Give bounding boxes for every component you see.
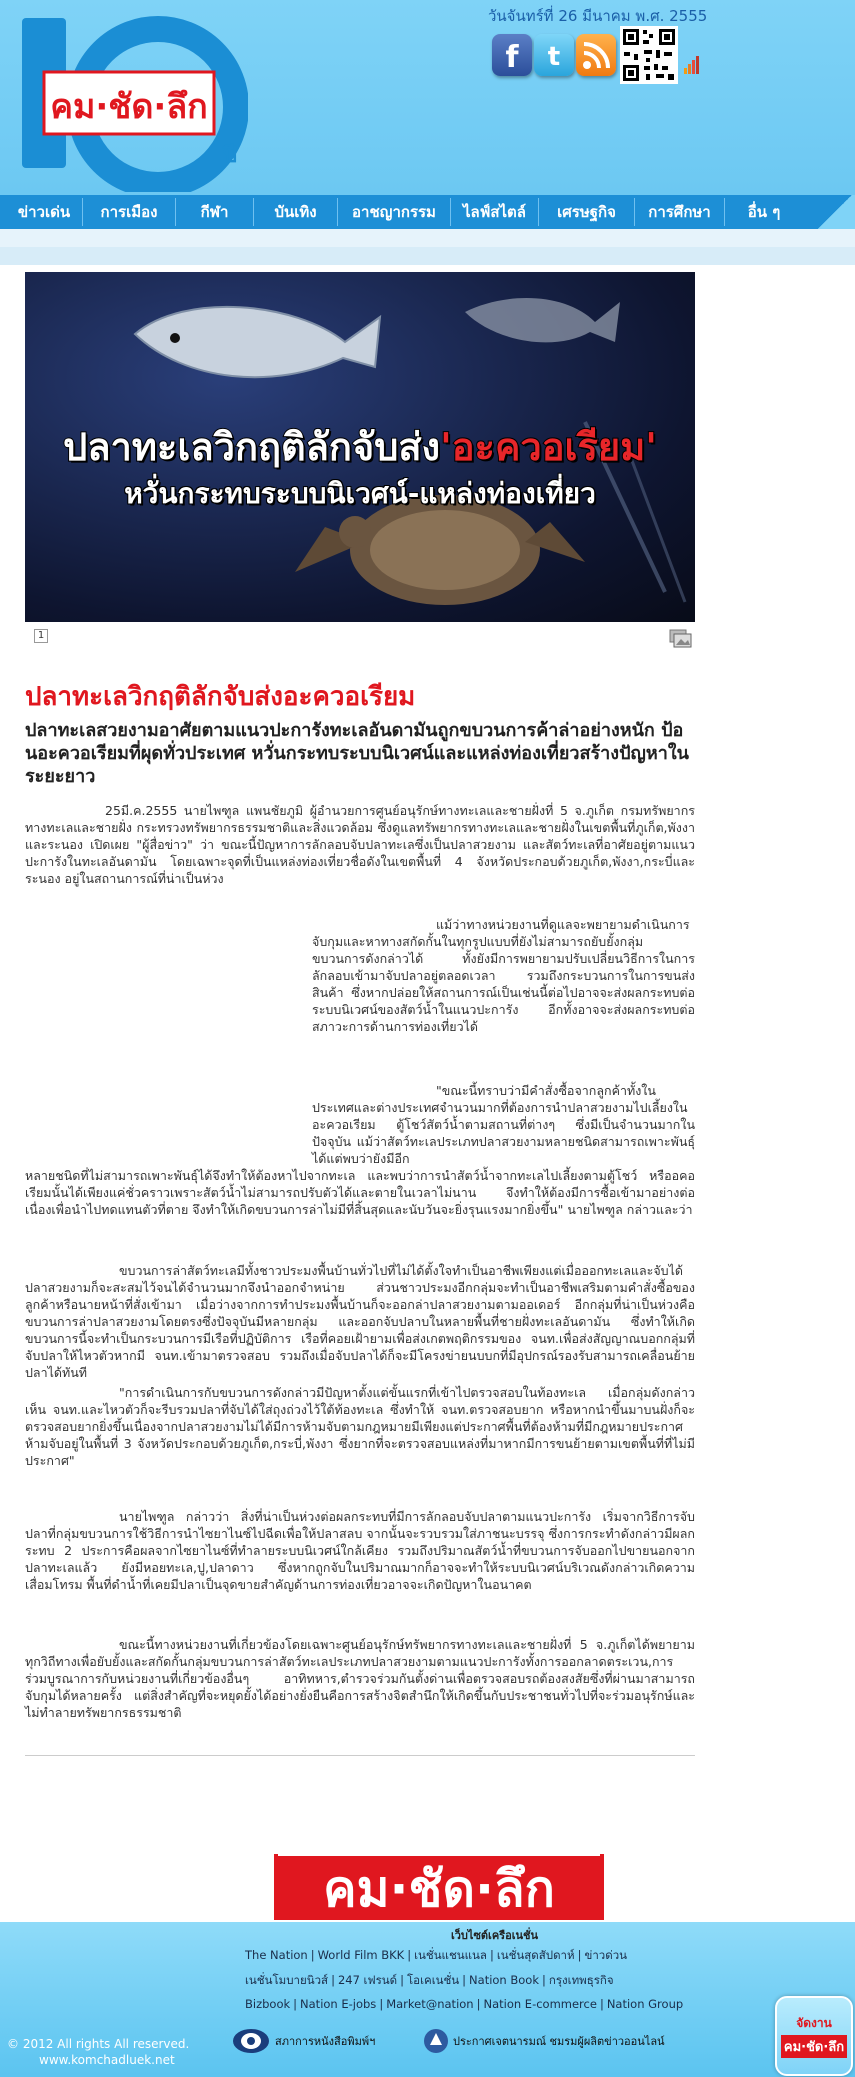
- article-paragraph: [25, 802, 695, 887]
- nav-item-crime[interactable]: อาชญากรรม: [338, 198, 451, 226]
- online-news-club-link[interactable]: [423, 2026, 665, 2056]
- footer-links-row: Bizbook | Nation E-jobs | Market@nation | Nation E-commerce | Nation Group: [245, 1997, 684, 2011]
- anniversary-logo[interactable]: [18, 12, 248, 192]
- hero-image[interactable]: [25, 272, 695, 622]
- nav-item-sports[interactable]: กีฬา: [176, 198, 254, 226]
- rss-icon[interactable]: [576, 34, 616, 76]
- footer-link[interactable]: The Nation: [245, 1948, 308, 1962]
- footer-link[interactable]: โอเคเนชั่น: [407, 1973, 460, 1987]
- paragraph-text: แม้ว่าทางหน่วยงานที่ดูแลจะพยายามดำเนินการจับกุมและหาทางสกัดกั้นในทุกรูปแบบที่ยังไม่สามารถยับยั้งกลุ่มขบวนการดังกล่าวได้ ทั้งยังมีการพยายามปรับเปลี่ยนวิธีการในการลักลอบเข้ามาจับปลาอยู่ตลอดเวลา รวมถึงกระบวนการในการขนส่งสินค้า ซึ่งหากปล่อยให้สถานการณ์เป็นเช่นนี้ต่อไปอาจจะส่งผลกระทบต่อระบบนิเวศน์ของสัตว์น้ำในแนวปะการัง อีกทั้งอาจจะส่งผลกระทบต่อสภาวะการด้านการท่องเที่ยวได้: [312, 917, 695, 1034]
- footer-logo-text: คม·ชัด·ลึก: [323, 1860, 555, 1918]
- partner-label: สภาการหนังสือพิมพ์ฯ: [275, 2035, 376, 2048]
- nav-item-economy[interactable]: เศรษฐกิจ: [539, 198, 635, 226]
- nav-item-lifestyle[interactable]: ไลฟ์สไตล์: [451, 198, 539, 226]
- copyright: [7, 2036, 189, 2068]
- paragraph-text: "ขณะนี้ทราบว่ามีคำสั่งซื้อจากลูกค้าทั้งในประเทศและต่างประเทศจำนวนมากที่ต้องการนำปลาสวยงามไปเลี้ยงในอะควอเรียม ตู้โชว์สัตว์น้ำตามสถานที่ต่างๆ ซึ่งมีเป็นจำนวนมากในปัจจุบัน แม้ว่าสัตว์ทะเลประเภทปลาสวยงามหลายชนิดสามารถเพาะพันธุ์ได้แต่พบว่ายังมีอีก: [312, 1083, 695, 1166]
- logo-wordmark: คม·ชัด·ลึก: [50, 87, 208, 127]
- article-paragraph: [25, 1262, 695, 1381]
- footer-link[interactable]: ข่าวด่วน: [584, 1948, 628, 1962]
- slide-number-button[interactable]: 1: [34, 629, 48, 643]
- nav-decoration: [815, 195, 855, 229]
- nav-item-politics[interactable]: การเมือง: [83, 198, 176, 226]
- facebook-icon[interactable]: [492, 34, 532, 76]
- sub-bar-strip: [0, 247, 855, 265]
- footer-link[interactable]: World Film BKK: [317, 1948, 405, 1962]
- footer-link[interactable]: Nation Book: [469, 1973, 540, 1987]
- site-url[interactable]: www.komchadluek.net: [39, 2053, 175, 2067]
- press-council-link[interactable]: [231, 2026, 375, 2056]
- article-paragraph: [312, 1082, 695, 1167]
- article-headline: ปลาทะเลวิกฤติลักจับส่งอะควอเรียม: [25, 682, 416, 712]
- hero-headline-main: ปลาทะเลวิกฤติลักจับส่ง: [63, 425, 441, 469]
- footer-link[interactable]: กรุงเทพธุรกิจ: [548, 1973, 614, 1987]
- footer-link[interactable]: 247 เฟรนด์: [337, 1973, 398, 1987]
- hero-subheadline: หวั่นกระทบระบบนิเวศน์-แหล่งท่องเที่ยว: [124, 477, 596, 510]
- paragraph-text: นายไพฑูล กล่าวว่า สิ่งที่น่าเป็นห่วงต่อผลกระทบที่มีการลักลอบจับปลาตามแนวปะการัง เริ่มจากวิธีการจับปลาที่กลุ่มขบวนการใช้วิธีการนำไซยาไนซ์ไปฉีดเพื่อให้ปลาสลบ จากนั้นจะรวบรวมใส่ภาชนะบรรจุ ซึ่งการกระทำดังกล่าวมีผลกระทบ 2 ประการคือผลจากไซยาไนซ์ที่ทำลายระบบนิเวศน์ใกล้เคียง รวมถึงปริมาณสัตว์น้ำที่ขบวนการจับออกไปขายนอกจากปลาทะเลแล้ว ยังมีหอยทะเล,ปู,ปลาดาว ซึ่งหากถูกจับในปริมาณมากก็อาจจะทำให้ระบบนิเวศน์บริเวณดังกล่าวเกิดความเสื่อมโทรม พื้นที่ดำน้ำที่เคยมีปลาเป็นจุดขายสำคัญด้านการท่องเที่ยวอาจจะเกิดปัญหาในอนาคต: [25, 1509, 695, 1592]
- footer-logo[interactable]: [274, 1848, 604, 1920]
- partner-label: ประกาศเจตนารมณ์ ชมรมผู้ผลิตข่าวออนไลน์: [453, 2035, 665, 2048]
- online-news-club-icon: [423, 2027, 449, 2055]
- event-badge[interactable]: [775, 1996, 853, 2076]
- footer-link[interactable]: เนชั่นโมบายนิวส์: [245, 1973, 329, 1987]
- copyright-text: © 2012 All rights All reserved.: [7, 2037, 190, 2051]
- paragraph-text: ขบวนการล่าสัตว์ทะเลมีทั้งชาวประมงพื้นบ้านทั่วไปที่ไม่ได้ตั้งใจทำเป็นอาชีพเพียงแต่เมื่อออกทะเลและจับได้ปลาสวยงามก็จะสะสมไว้จนได้จำนวนมากจึงนำออกจำหน่าย ส่วนชาวประมงอีกกลุ่มจะทำเป็นอาชีพเสริมตามคำสั่งซื้อของลูกค้าหรือนายหน้าที่สั่งเข้ามา เมื่อว่างจากการทำประมงพื้นบ้านก็จะออกล่าปลาสวยงามตามออเดอร์ อีกกลุ่มที่น่าเป็นห่วงคือขบวนการล่าปลาสวยงามโดยตรงซึ่งปัจจุบันมีหลายกลุ่ม และออกจับปลาบในหลายพื้นที่ชายฝั่งทะเลอันดามัน ซึ่งทำให้เกิดขบวนการนี้จะทำเป็นกระบวนการมีเรือที่ปฏิบัติการ เรือที่คอยเฝ้ายามเพื่อส่งเกตพฤติกรรมของ จนท.เพื่อส่งสัญญาณบอกกลุ่มที่จับปลาให้ไหวตัวหากมี จนท.เข้ามาตรวจสอบ รวมถึงเมื่อจับปลาได้ก็จะมีโครงข่ายนบบกที่มีอุปกรณ์รองรับสามารถเคลื่อนย้ายปลาได้ทันที: [25, 1263, 695, 1380]
- article-paragraph: [25, 1384, 695, 1469]
- badge-label: จัดงาน: [796, 2016, 832, 2030]
- svg-text:f: f: [505, 40, 519, 75]
- main-nav: [0, 195, 855, 229]
- article-paragraph: [25, 1508, 695, 1593]
- article-divider: [25, 1755, 695, 1756]
- hero-headline: [35, 416, 685, 477]
- footer-link[interactable]: เนชั่นแชนแนล: [414, 1948, 487, 1962]
- article-paragraph: [25, 1167, 695, 1218]
- press-council-icon: [231, 2027, 271, 2055]
- signal-bars-icon: [684, 54, 700, 74]
- footer-links-row: The Nation | World Film BKK | เนชั่นแชนแนล | เนชั่นสุดสัปดาห์ | ข่าวด่วน: [245, 1948, 628, 1962]
- qr-code-icon: [620, 26, 678, 84]
- footer-links-row: เนชั่นโมบายนิวส์ | 247 เฟรนด์ | โอเคเนชั่น | Nation Book | กรุงเทพธุรกิจ: [245, 1973, 614, 1987]
- current-date: วันจันทร์ที่ 26 มีนาคม พ.ศ. 2555: [488, 7, 708, 25]
- footer-link[interactable]: Nation E-jobs: [300, 1997, 377, 2011]
- paragraph-text: 25มี.ค.2555 นายไพฑูล แพนชัยภูมิ ผู้อำนวยการศูนย์อนุรักษ์ทางทะเลและชายฝั่งที่ 5 จ.ภูเก็ต กรมทรัพยากรทางทะเลและชายฝั่ง กระทรวงทรัพยากรธรรมชาติและสิ่งแวดล้อม ซึ่งดูแลทรัพยากรทางทะเลและชายฝั่งในเขตพื้นที่ภูเก็ต,พังงา และระนอง เปิดเผย "ผู้สื่อข่าว" ว่า ขณะนี้ปัญหาการลักลอบจับปลาทะเลซึ่งเป็นปลาสวยงาม และสัตว์ทะเลที่อาศัยอยู่ตามแนวปะการังในทะเลอันดามัน โดยเฉพาะจุดที่เป็นแหล่งท่องเที่ยวชื่อดังในเขตพื้นที่ 4 จังหวัดประกอบด้วยภูเก็ต,พังงา,กระบี่และระนอง อยู่ในสถานการณ์ที่น่าเป็นห่วง: [25, 803, 695, 886]
- footer-link[interactable]: Nation E-commerce: [483, 1997, 597, 2011]
- site-header: [0, 0, 855, 195]
- hero-headline-accent: 'อะควอเรียม': [440, 425, 657, 469]
- footer-link[interactable]: Bizbook: [245, 1997, 291, 2011]
- paragraph-text: หลายชนิดที่ไม่สามารถเพาะพันธุ์ได้จึงทำให้ต้องหาไปจากทะเล และพบว่าการนำสัตว์น้ำจากทะเลไปเลี้ยงตามตู้โชว์ หรืออคอเรียมนั้นได้เพียงแค่ชั่วคราวเพราะสัตว์น้ำไม่สามารถปรับตัวได้และตายในเวลาไม่นาน จึงทำให้ต้องมีการซื้อเข้ามาอย่างต่อเนื่องเพื่อนำไปทดแทนตัวที่ตาย จึงทำให้เกิดขบวนการล่าไม่มีที่สิ้นสุดและนับวันจะยิ่งรุนแรงมากยิ่งขึ้น" นายไพฑูล กล่าวและว่า: [25, 1168, 695, 1217]
- nav-item-more[interactable]: อื่น ๆ: [747, 203, 781, 221]
- footer-link[interactable]: Market@nation: [386, 1997, 474, 2011]
- footer-link[interactable]: เนชั่นสุดสัปดาห์: [496, 1948, 575, 1962]
- article-paragraph: [312, 916, 695, 1035]
- paragraph-text: ขณะนี้ทางหน่วยงานที่เกี่ยวข้องโดยเฉพาะศูนย์อนุรักษ์ทรัพยากรทางทะเลและชายฝั่งที่ 5 จ.ภูเก็ตได้พยายามทุกวิถีทางเพื่อยับยั้งและสกัดกั้นกลุ่มขบวนการล่าสัตว์ทะเลประเภทปลาสวยงามตามแนวปะการังทั้งการออกลาดตระเวน,การร่วมบูรณาการกับหน่วยงานที่เกี่ยวข้องอื่นๆ อาทิทหาร,ตำรวจร่วมกันตั้งด่านเพื่อตรวจสอบรถต้องสงสัยซึ่งที่ผ่านมาสามารถจับกุมได้หลายครั้ง แต่สิ่งสำคัญที่จะหยุดยั้งได้อย่างยั่งยืนคือการสร้างจิตสำนึกให้เกิดขึ้นกับประชาชนทั่วไปที่จะร่วมอนุรักษ์และไม่ทำลายทรัพยากรธรรมชาติ: [25, 1637, 695, 1720]
- twitter-icon[interactable]: [534, 34, 574, 76]
- article-paragraph: [25, 1636, 695, 1721]
- article-lead: ปลาทะเลสวยงามอาศัยตามแนวปะการังทะเลอันดามันถูกขบวนการค้าล่าอย่างหนัก ป้อนอะควอเรียมที่ผุดทั่วประเทศ หวั่นกระทบระบบนิเวศน์และแหล่งท่องเที่ยวสร้างปัญหาในระยะยาว: [25, 720, 689, 787]
- nav-item-education[interactable]: การศึกษา: [635, 198, 725, 226]
- gallery-icon[interactable]: [669, 629, 693, 649]
- paragraph-text: "การดำเนินการกับขบวนการดังกล่าวมีปัญหาตั้งแต่ขั้นแรกที่เข้าไปตรวจสอบในท้องทะเล เมื่อกลุ่มดังกล่าวเห็น จนท.และไหวตัวก็จะรีบรวมปลาที่จับได้ใส่ถุงถ่วงไว้ใต้ท้องทะเล ซึ่งทำให้ จนท.ตรวจสอบยาก หรือหากนำขึ้นมาบนฝั่งก็จะตรวจสอบยากยิ่งขึ้นเนื่องจากปลาสวยงามไม่ได้มีการห้ามจับตามกฎหมายมีเพียงแต่ประกาศพื้นที่ต้องห้ามที่มีกฎหมายประกาศห้ามจับอยู่ในพื้นที่ 3 จังหวัดประกอบด้วยภูเก็ต,กระบี่,พังงา ซึ่งยากที่จะตรวจสอบแหล่งที่มาหากมีการขนย้ายตามเขตพื้นที่ที่ไม่มีประกาศ": [25, 1385, 695, 1468]
- nav-item-news[interactable]: ข่าวเด่น: [6, 198, 83, 226]
- anniversary-unit: ปี: [223, 143, 237, 168]
- nav-item-entertainment[interactable]: บันเทิง: [254, 198, 338, 226]
- footer-network-title: เว็บไซต์เครือเนชั่น: [451, 1929, 538, 1942]
- footer-link[interactable]: Nation Group: [606, 1997, 684, 2011]
- badge-logo: คม·ชัด·ลึก: [781, 2035, 847, 2058]
- svg-text:t: t: [547, 42, 561, 72]
